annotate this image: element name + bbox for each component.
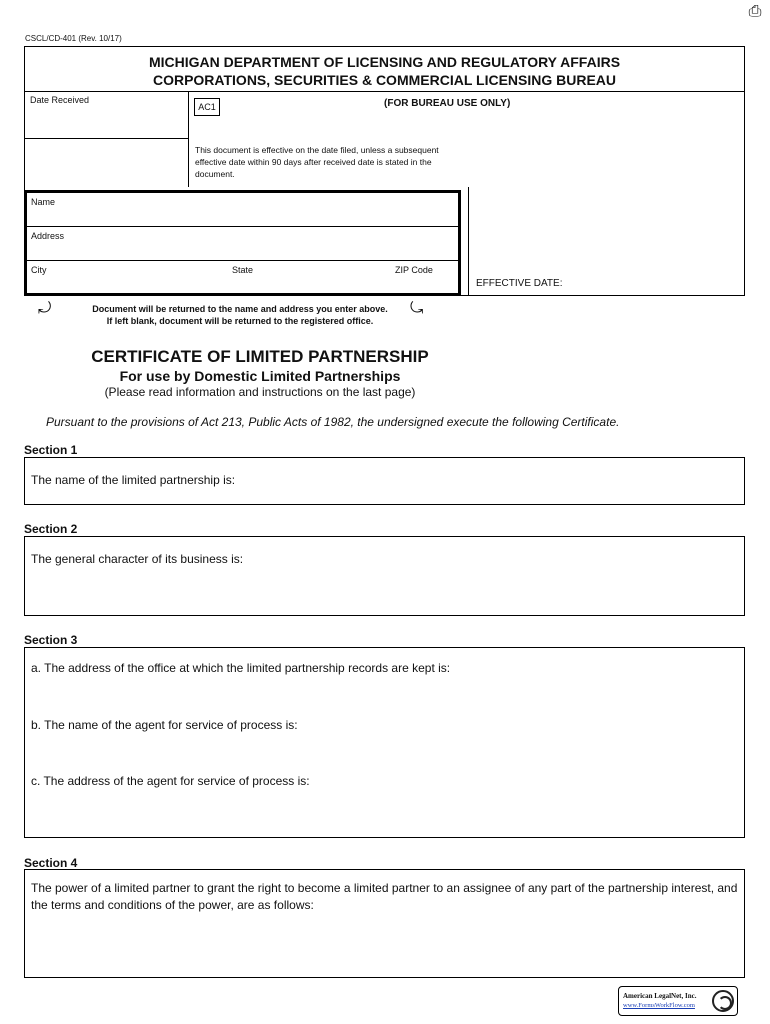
name-label: Name [31,197,56,207]
agency-line-2: CORPORATIONS, SECURITIES & COMMERCIAL LICENSING BUREAU [152,72,617,88]
state-label: State [232,265,254,275]
return-note-line-1: Document will be returned to the name and address you enter above. [92,304,388,314]
return-arrow-icon: ⤿ [410,300,424,317]
publisher-logo[interactable] [618,986,738,1016]
city-label: City [31,265,47,275]
publisher-link[interactable]: www.FormsWorkFlow.com [623,1002,695,1009]
return-arrow-icon: ⤾ [38,300,52,317]
bureau-blank-box [24,139,189,187]
section-2-field[interactable] [24,536,745,616]
certificate-subtitle: For use by Domestic Limited Partnerships [119,368,401,384]
zip-label: ZIP Code [395,265,433,275]
publisher-name: American LegalNet, Inc. [623,992,697,1000]
section-1-label: Section 1 [24,443,78,457]
section-2-text: The general character of its business is: [31,552,244,566]
section-3-field[interactable] [24,647,745,838]
date-received-label: Date Received [30,95,90,105]
divider [188,91,189,187]
return-address-block [24,190,461,296]
return-note [70,303,410,327]
instructions-note: (Please read information and instructions on the last page) [104,385,416,399]
agency-header [24,46,745,92]
date-received-field[interactable] [24,91,189,139]
swirl-logo-icon [712,990,734,1012]
address-label: Address [31,231,65,241]
name-field[interactable] [27,193,458,227]
section-3a-text: a. The address of the office at which the limited partnership records are kept is: [31,661,451,675]
effective-date-label: EFFECTIVE DATE: [476,278,563,289]
return-note-line-2: If left blank, document will be returned to the registered office. [106,316,374,326]
address-field[interactable] [27,227,458,261]
certificate-title: CERTIFICATE OF LIMITED PARTNERSHIP [91,347,429,366]
section-3b-text: b. The name of the agent for service of process is: [31,718,298,732]
section-4-text: The power of a limited partner to grant the right to become a limited partner to an assignee of any part of the partnership interest, and the terms and conditions of the power, are as follows: [31,881,738,912]
section-3-label: Section 3 [24,633,78,647]
printer-icon[interactable]: ⎙ [748,3,762,20]
ac1-box: AC1 [194,98,220,116]
pursuant-statement: Pursuant to the provisions of Act 213, Public Acts of 1982, the undersigned execute the following Certificate. [46,415,620,429]
section-4-field[interactable] [24,869,745,978]
section-1-text: The name of the limited partnership is: [31,473,236,487]
section-4-label: Section 4 [24,856,78,870]
bureau-use-only-label: (FOR BUREAU USE ONLY) [384,98,511,109]
agency-line-1: MICHIGAN DEPARTMENT OF LICENSING AND REGULATORY AFFAIRS [148,54,621,70]
section-2-label: Section 2 [24,522,78,536]
section-1-field[interactable] [24,457,745,505]
divider [468,187,469,296]
form-code: CSCL/CD-401 (Rev. 10/17) [25,34,122,43]
section-3c-text: c. The address of the agent for service of process is: [31,774,310,788]
city-state-zip-field[interactable] [27,261,458,293]
effective-note: This document is effective on the date filed, unless a subsequent effective date within 90 days after received date is stated in the document. [195,145,439,179]
